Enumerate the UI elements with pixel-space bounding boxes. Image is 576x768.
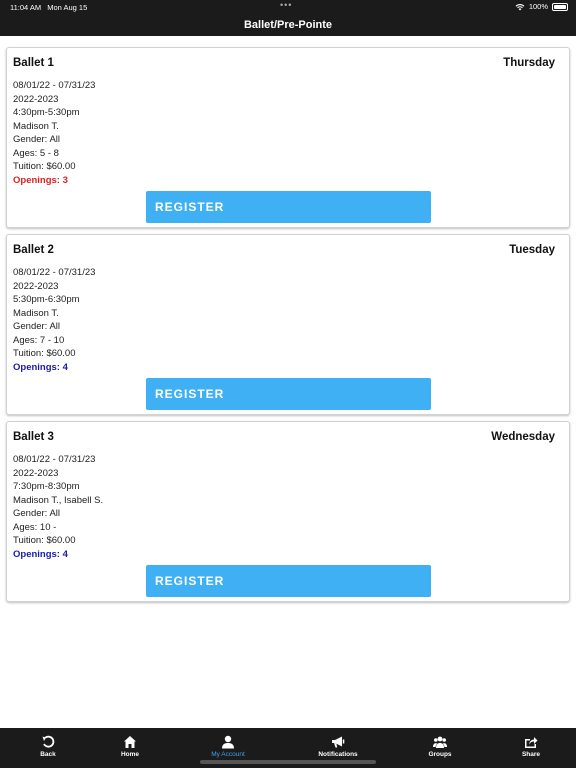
- status-date: Mon Aug 15: [47, 3, 88, 12]
- class-details: [13, 266, 95, 361]
- class-details: [13, 453, 103, 548]
- share-icon: [524, 735, 538, 749]
- class-season: 2022-2023: [13, 467, 59, 479]
- register-button[interactable]: REGISTER: [146, 565, 431, 597]
- class-time: 7:30pm-8:30pm: [13, 481, 80, 492]
- home-indicator[interactable]: [200, 760, 376, 764]
- tab-home-label: Home: [120, 751, 140, 758]
- class-card: [6, 234, 570, 415]
- tab-back-label: Back: [40, 751, 56, 758]
- class-tuition: Tuition: $60.00: [13, 348, 76, 359]
- status-clock: 11:04 AM: [10, 3, 42, 12]
- class-openings: Openings: 3: [13, 175, 68, 186]
- tab-my-account-label: My Account: [211, 751, 245, 758]
- tab-groups[interactable]: [392, 728, 488, 768]
- tab-groups-label: Groups: [428, 751, 452, 758]
- class-day: Thursday: [503, 57, 555, 69]
- home-icon: [123, 735, 137, 749]
- class-time: 5:30pm-6:30pm: [13, 294, 80, 305]
- class-dates: 08/01/22 - 07/31/23: [13, 454, 96, 465]
- class-day: Tuesday: [509, 244, 555, 256]
- groups-icon: [431, 735, 449, 749]
- tab-home[interactable]: [82, 728, 178, 768]
- class-day: Wednesday: [491, 431, 555, 443]
- wifi-icon: [515, 3, 525, 11]
- class-instructor: Madison T.: [13, 120, 59, 132]
- battery-icon: [552, 3, 568, 11]
- class-tuition: Tuition: $60.00: [13, 161, 76, 172]
- person-icon: [221, 735, 235, 749]
- tab-notifications-label: Notifications: [318, 751, 358, 758]
- battery-percentage: 100%: [528, 2, 548, 11]
- tab-share-label: Share: [521, 751, 541, 758]
- class-details: [13, 79, 95, 174]
- class-card: [6, 421, 570, 602]
- megaphone-icon: [331, 735, 345, 749]
- class-gender: Gender: All: [13, 134, 60, 145]
- class-name: Ballet 2: [13, 244, 54, 256]
- register-button[interactable]: REGISTER: [146, 378, 431, 410]
- class-dates: 08/01/22 - 07/31/23: [13, 267, 96, 278]
- navigation-bar: [0, 0, 576, 36]
- class-name: Ballet 1: [13, 57, 54, 69]
- class-dates: 08/01/22 - 07/31/23: [13, 80, 96, 91]
- register-button[interactable]: REGISTER: [146, 191, 431, 223]
- class-name: Ballet 3: [13, 431, 54, 443]
- class-gender: Gender: All: [13, 508, 60, 519]
- class-season: 2022-2023: [13, 93, 59, 105]
- class-ages: Ages: 10 -: [13, 521, 57, 533]
- page-title: Ballet/Pre-Pointe: [243, 19, 333, 31]
- back-arrow-icon: [41, 735, 55, 749]
- class-tuition: Tuition: $60.00: [13, 535, 76, 546]
- class-card: [6, 47, 570, 228]
- class-instructor: Madison T.: [13, 307, 59, 319]
- class-ages: Ages: 7 - 10: [13, 334, 65, 346]
- tab-share[interactable]: [483, 728, 576, 768]
- class-ages: Ages: 5 - 8: [13, 147, 59, 159]
- multitasking-dots-icon[interactable]: •••: [280, 0, 293, 10]
- class-time: 4:30pm-5:30pm: [13, 107, 80, 118]
- class-instructor: Madison T., Isabell S.: [13, 494, 104, 506]
- class-gender: Gender: All: [13, 321, 60, 332]
- status-time: [10, 3, 87, 12]
- class-openings: Openings: 4: [13, 362, 68, 373]
- class-season: 2022-2023: [13, 280, 59, 292]
- class-list[interactable]: [0, 36, 576, 728]
- status-indicators: [515, 2, 568, 11]
- class-openings: Openings: 4: [13, 549, 68, 560]
